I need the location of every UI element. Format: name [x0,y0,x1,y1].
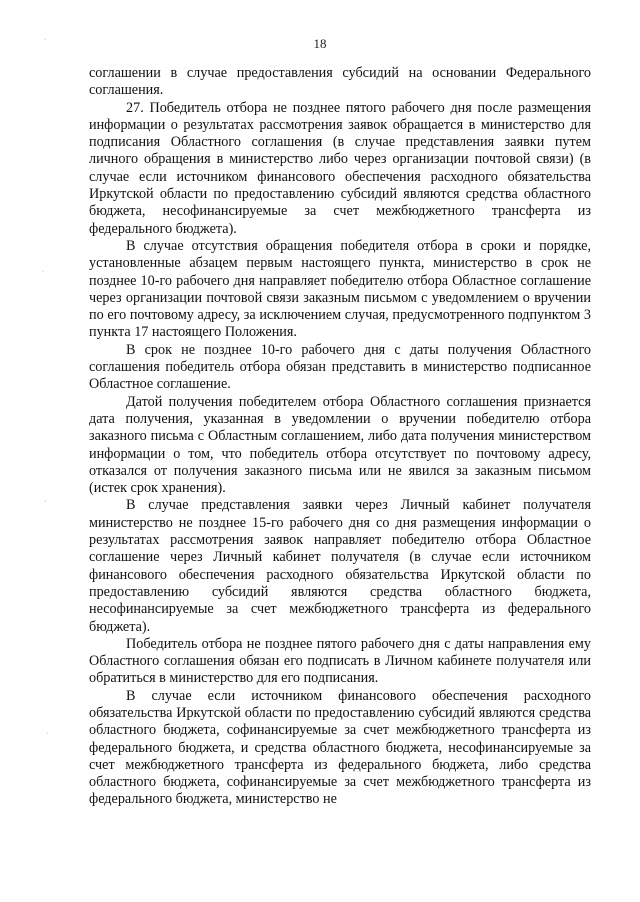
paragraph: В случае если источником финансового обеспечения расходного обязательства Иркутской области по предоставлению субсидий являются средства областного бюджета, софинансируемые за счет межбюджетного трансферта из федерального бюджета, и средства областного бюджета, несофинансируемые за счет межбюджетного трансферта из федерального бюджета, либо средства областного бюджета, софинансируемые за счет межбюджетного трансферта из федерального бюджета, министерство не [89,687,591,808]
paragraph: В срок не позднее 10-го рабочего дня с даты получения Областного соглашения победитель отбора обязан представить в министерство подписанное Областное соглашение. [89,341,591,393]
paragraph: Датой получения победителем отбора Областного соглашения признается дата получения, указанная в уведомлении о вручении победителю отбора заказного письма с Областным соглашением, либо дата получения министерством информации о том, что победитель отбора отсутствует по почтовому адресу, отказался от получения заказного письма или не явился за заказным письмом (истек срок хранения). [89,393,591,497]
scan-speck: · [44,498,47,505]
scan-speck: · [46,730,49,737]
paragraph: Победитель отбора не позднее пятого рабочего дня с даты направления ему Областного соглашения обязан его подписать в Личном кабинете получателя или обратиться в министерство для его подписания. [89,635,591,687]
scan-speck: · [42,268,45,275]
paragraph: 27. Победитель отбора не позднее пятого рабочего дня после размещения информации о результатах рассмотрения заявок обращается в министерство для подписания Областного соглашения (в случае представления заявки путем личного обращения в министерство либо через организации почтовой связи) (в случае если источником финансового обеспечения расходного обязательства Иркутской области по предоставлению субсидий являются средства областного бюджета, несофинансируемые за счет межбюджетного трансферта из федерального бюджета). [89,99,591,237]
paragraph: В случае отсутствия обращения победителя отбора в сроки и порядке, установленные абзацем первым настоящего пункта, министерство в срок не позднее 10-го рабочего дня направляет победителю отбора Областное соглашение через организации почтовой связи заказным письмом с уведомлением о вручении по его почтовому адресу, за исключением случая, предусмотренного подпунктом 3 пункта 17 настоящего Положения. [89,237,591,341]
scan-speck: · [44,36,47,43]
paragraph: В случае представления заявки через Личный кабинет получателя министерство не позднее 15-го рабочего дня со дня размещения информации о результатах рассмотрения заявок направляет победителю отбора Областное соглашение через Личный кабинет получателя (в случае если источником финансового обеспечения расходного обязательства Иркутской области по предоставлению субсидий являются средства областного бюджета, несофинансируемые за счет межбюджетного трансферта из федерального бюджета). [89,497,591,635]
paragraph: соглашении в случае предоставления субсидий на основании Федерального соглашения. [89,65,591,99]
page-number: 18 [313,36,327,51]
body-text [89,65,591,809]
